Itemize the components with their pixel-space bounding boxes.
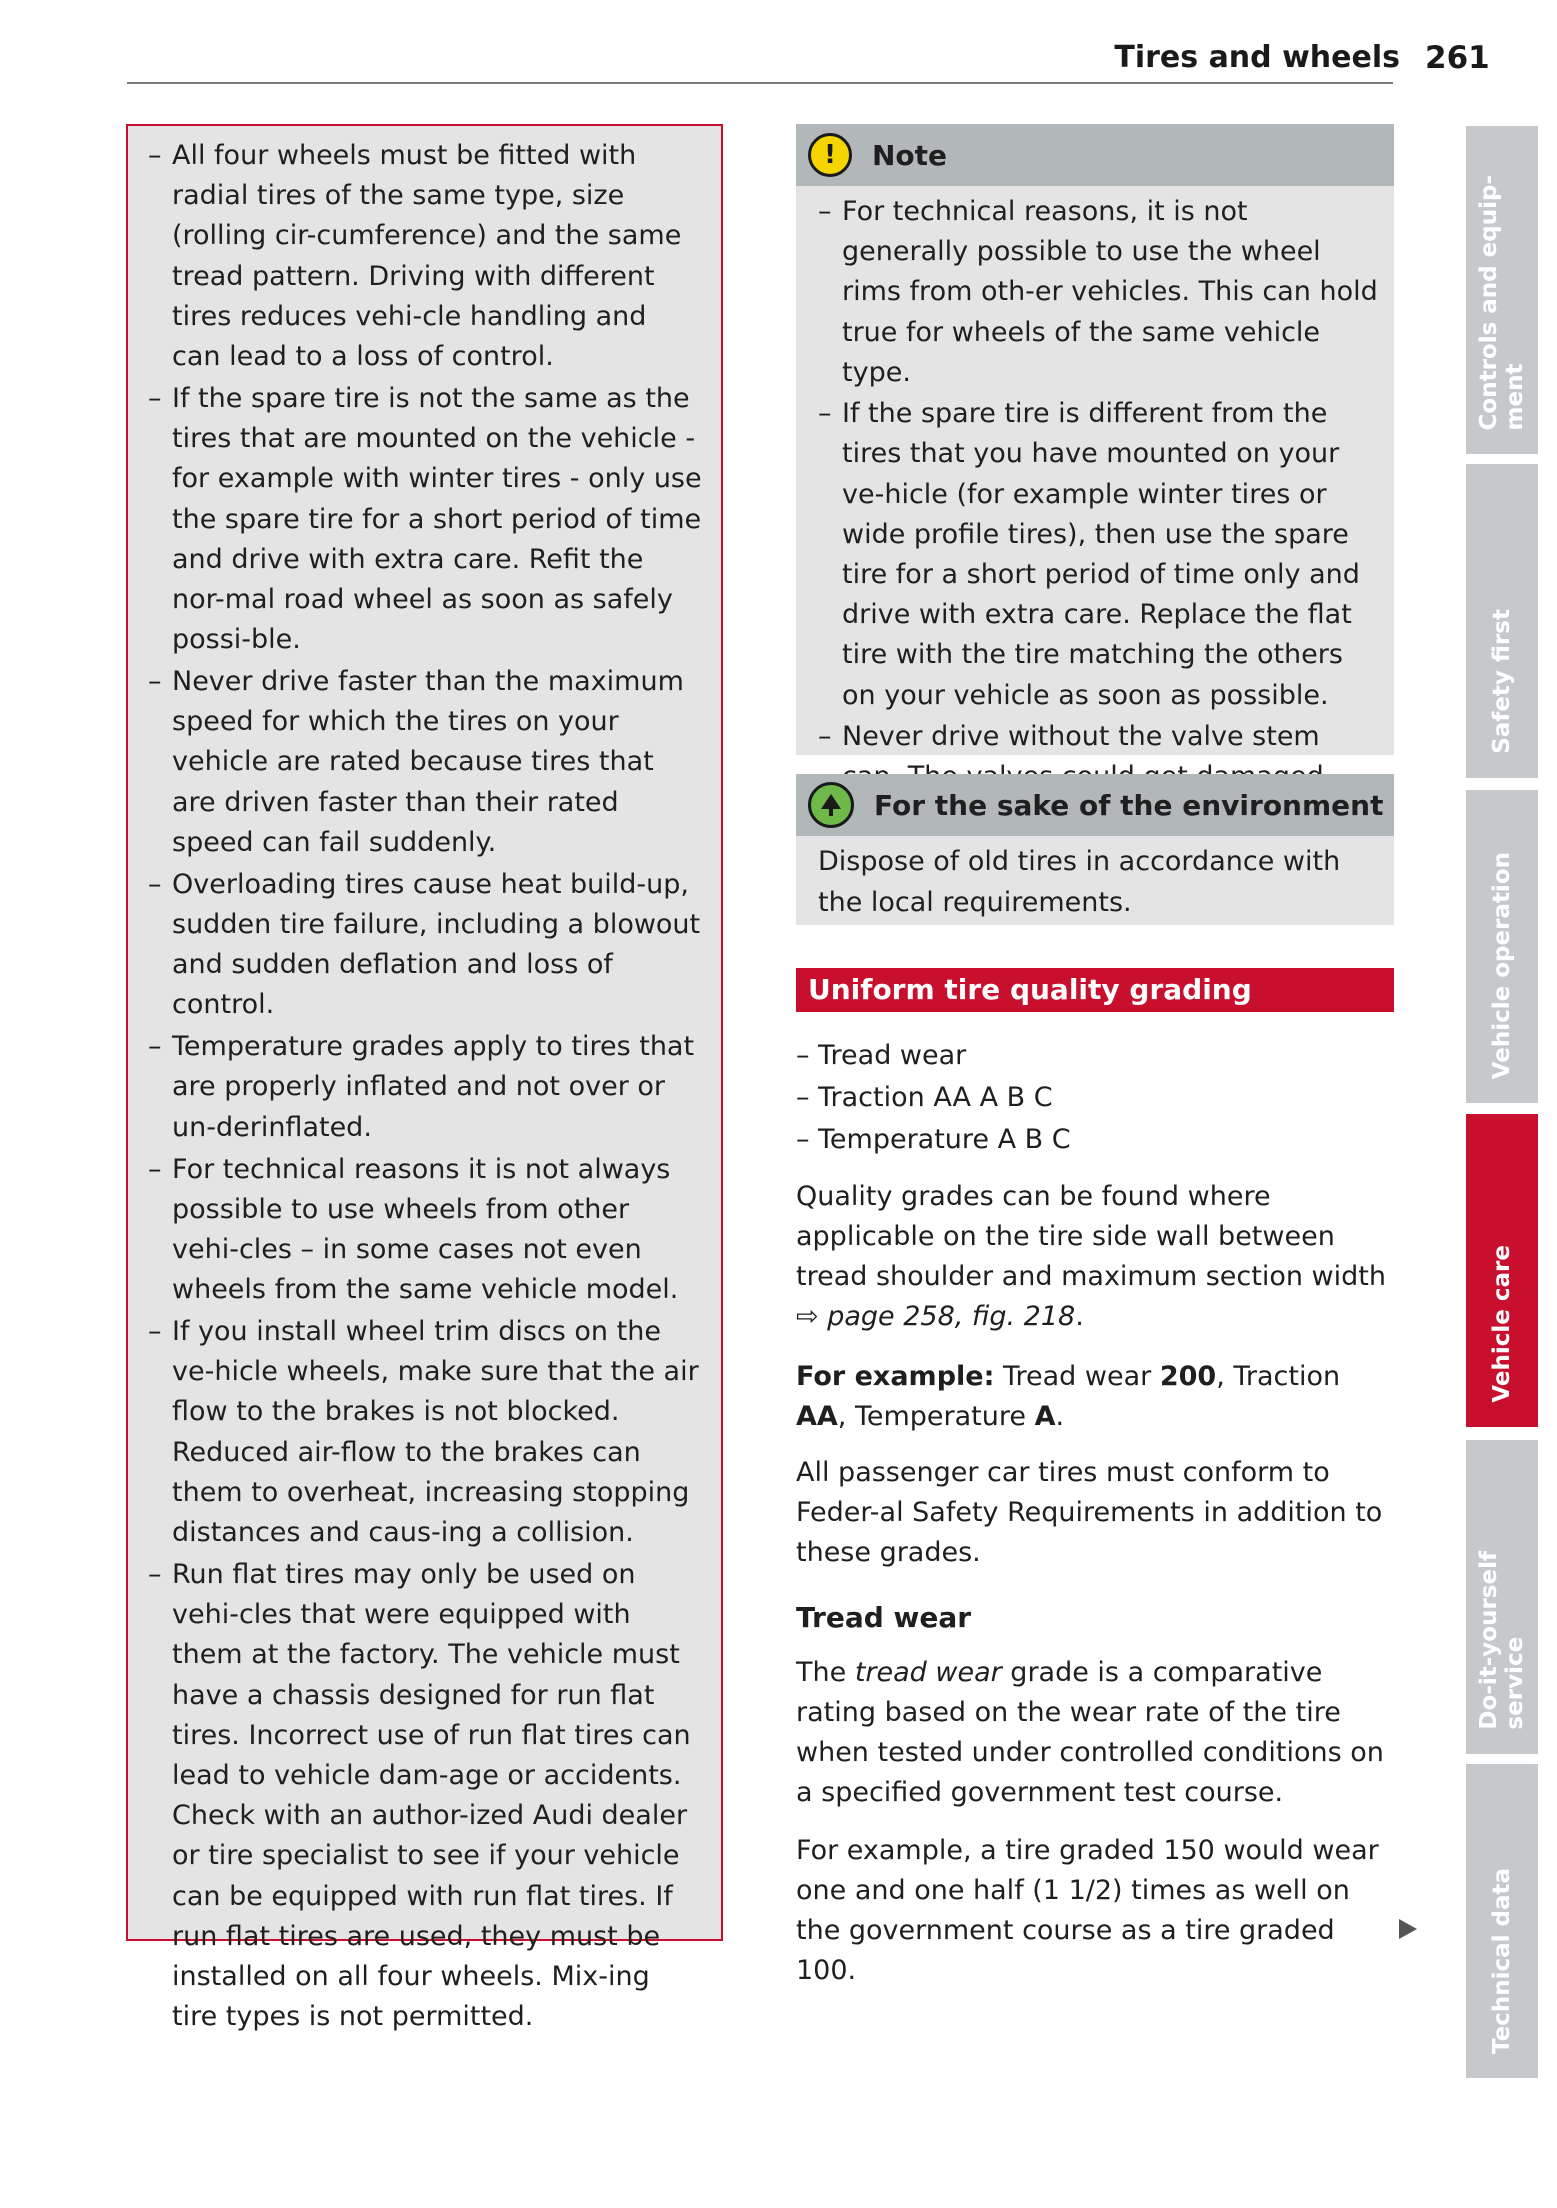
tree-icon — [808, 782, 854, 828]
warning-item: – If you install wheel trim discs on the ve-hicle wheels, make sure that the air flow to the brakes is not blocked. Reduced air-flow to the brakes can them to overheat, increasing stopping distances and caus-ing a collision. — [148, 1312, 703, 1553]
tab-label: Controls and equip- ment — [1476, 174, 1528, 430]
grade-item: – Tread wear — [796, 1036, 1394, 1077]
tab-technical-data[interactable] — [1466, 1764, 1538, 2078]
tab-controls-and-equipment[interactable] — [1466, 126, 1538, 454]
tab-label: Vehicle care — [1489, 1245, 1515, 1403]
warning-item: – If the spare tire is not the same as the tires that are mounted on the vehicle - for example with winter tires - only use the spare tire for a short period of time and drive with extra care. Refit the nor-mal road wheel as soon as safely possi-ble. — [148, 379, 703, 660]
warning-item: – Overloading tires cause heat build-up, sudden tire failure, including a blowout and sudden deflation and loss of control. — [148, 865, 703, 1026]
tab-vehicle-operation[interactable] — [1466, 790, 1538, 1103]
tab-label: Safety first — [1489, 609, 1515, 754]
note-title: Note — [872, 138, 948, 172]
tab-safety-first[interactable] — [1466, 464, 1538, 778]
grade-item: – Traction AA A B C — [796, 1078, 1394, 1119]
note-list — [796, 186, 1394, 797]
tab-do-it-yourself-service[interactable] — [1466, 1440, 1538, 1754]
federal-requirements-paragraph: All passenger car tires must conform to Feder-al Safety Requirements in addition to these grades. — [796, 1457, 1383, 1568]
note-box — [796, 124, 1394, 755]
page-number: 261 — [1425, 40, 1490, 76]
grade-item: – Temperature A B C — [796, 1120, 1394, 1161]
quality-grades-paragraph: Quality grades can be found where applicable on the tire side wall between tread shoulder and maximum section width ⇨ page 258, fig. 218. — [796, 1181, 1386, 1332]
warning-item: – Temperature grades apply to tires that are properly inflated and not over or un-derinflated. — [148, 1027, 703, 1148]
warning-box — [126, 124, 723, 2033]
tab-label: Vehicle operation — [1489, 851, 1515, 1079]
note-item: – If the spare tire is different from the tires that you have mounted on your ve-hicle (for example winter tires or wide profile tires), then use the spare tire for a short period of time only and drive with extra care. Replace the flat tire with the tire matching the others on your vehicle as soon as possible. — [818, 394, 1378, 716]
environment-text: Dispose of old tires in accordance with the local requirements. — [818, 846, 1341, 918]
header-divider — [127, 82, 1393, 84]
tab-vehicle-care[interactable] — [1466, 1114, 1538, 1427]
tab-label: Do-it-yourself service — [1476, 1551, 1528, 1730]
environment-header — [796, 774, 1394, 836]
warning-item: – Run flat tires may only be used on vehi-cles that were equipped with them at the factory. The vehicle must have a chassis designed for run flat tires. Incorrect use of run flat tires can lead to vehicle dam-age or accidents. Check with an author-ized Audi dealer or tire specialist to see if your vehicle can be equipped with run flat tires. If run flat tires are used, they must be installed on all four wheels. Mix-ing tire types is not permitted. — [148, 1555, 703, 2037]
exclamation-icon: ! — [808, 133, 852, 177]
section-heading: Uniform tire quality grading — [796, 968, 1394, 1012]
arrow-right-icon: ⇨ — [796, 1301, 819, 1332]
page-reference-link[interactable]: page 258, fig. 218 — [827, 1301, 1076, 1332]
tread-wear-paragraph: The tread wear grade is a comparative rating based on the wear rate of the tire when tested under controlled conditions on a specified government test course. — [796, 1657, 1384, 1808]
warning-item: – Never drive faster than the maximum speed for which the tires on your vehicle are rated because tires that are driven faster than their rated speed can fail suddenly. — [148, 662, 703, 863]
warning-list — [148, 136, 703, 2037]
tread-wear-example-paragraph: For example, a tire graded 150 would wear one and one half (1 1/2) times as well on the government course as a tire graded 100. — [796, 1835, 1379, 1986]
continue-arrow-icon — [1399, 1919, 1417, 1939]
grades-list — [796, 1036, 1394, 1162]
warning-item: – For technical reasons it is not always possible to use wheels from other vehi-cles – in some cases not even wheels from the same vehicle model. — [148, 1150, 703, 1311]
tread-wear-heading: Tread wear — [796, 1601, 972, 1634]
note-header — [796, 124, 1394, 186]
environment-box — [796, 774, 1394, 925]
page-header-title: Tires and wheels — [1114, 40, 1400, 75]
note-item: – For technical reasons, it is not generally possible to use the wheel rims from oth-er vehicles. This can hold true for wheels of the same vehicle type. — [818, 192, 1378, 393]
note-item: – Never drive without the valve stem — [818, 717, 1378, 797]
environment-title: For the sake of the environment — [874, 788, 1384, 822]
example-paragraph: For example: Tread wear 200, Traction AA, Temperature A. — [796, 1361, 1341, 1432]
tab-label: Technical data — [1489, 1867, 1515, 2054]
warning-item: – All four wheels must be fitted with radial tires of the same type, size (rolling cir-cumference) and the same tread pattern. Driving with different tires reduces vehi-cle handling and can lead to a loss of control. — [148, 136, 703, 377]
